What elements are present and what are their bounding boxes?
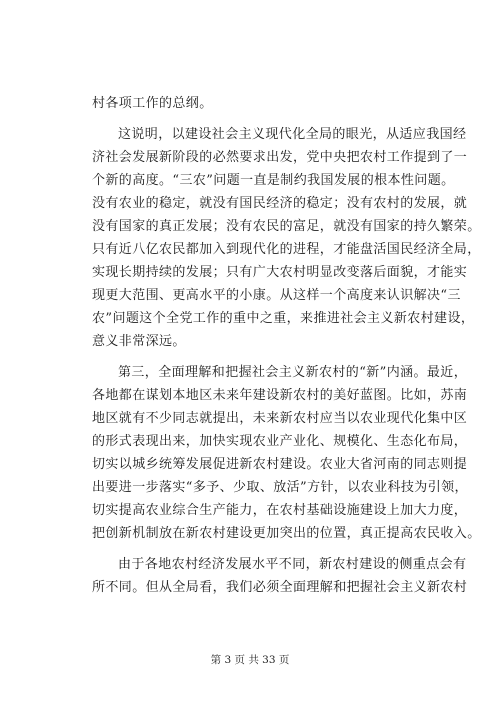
- text-line: 没有农业的稳定，就没有国民经济的稳定；没有农村的发展，就: [92, 196, 468, 211]
- text-line: 这说明，以建设社会主义现代化全局的眼光，从适应我国经: [118, 127, 467, 142]
- text-line: 的形式表现出来，加快实现农业产业化、规模化、生态化布局，: [92, 434, 468, 449]
- text-line: 各地都在谋划本地区未来年建设新农村的美好蓝图。比如，苏南: [92, 388, 468, 403]
- paragraph-continuation: [92, 92, 412, 115]
- text-line: 现更大范围、更高水平的小康。从这样一个高度来认识解决“三: [92, 288, 461, 303]
- text-line: 个新的高度。“三农”问题一直是制约我国发展的根本性问题。: [92, 173, 455, 188]
- paragraph-gap: [92, 545, 412, 553]
- paragraph-significance: [92, 123, 481, 353]
- body-text: [92, 92, 481, 599]
- paragraph-gap: [92, 353, 412, 361]
- text-line: 由于各地农村经济发展水平不同，新农村建设的侧重点会有: [118, 557, 467, 572]
- text-line: 出要进一步落实“多予、少取、放活”方针，以农业科技为引领，: [92, 480, 468, 495]
- page-number-footer: 第 3 页 共 33 页: [210, 654, 290, 666]
- text-line: 只有近八亿农民都加入到现代化的进程，才能盘活国民经济全局，: [92, 242, 481, 257]
- text-line: 地区就有不少同志就提出，未来新农村应当以农业现代化集中区: [92, 411, 468, 426]
- paragraph-gap: [92, 115, 412, 123]
- text-line: 没有国家的真正发展；没有农民的富足，就没有国家的持久繁荣。: [92, 219, 481, 234]
- text-line: 把创新机制放在新农村建设更加突出的位置，真正提高农民收入。: [92, 526, 481, 541]
- text-line: 意义非常深远。: [92, 334, 186, 349]
- text-line: 第三，全面理解和把握社会主义新农村的“新”内涵。最近，: [118, 365, 468, 380]
- paragraph-regional-differences: [92, 553, 468, 599]
- text-line: 济社会发展新阶段的必然要求出发，党中央把农村工作提到了一: [92, 150, 468, 165]
- text-line: 村各项工作的总纲。: [92, 96, 213, 111]
- text-line: 切实以城乡统筹发展促进新农村建设。农业大省河南的同志则提: [92, 457, 468, 472]
- text-line: 切实提高农业综合生产能力，在农村基础设施建设上加大力度，: [92, 503, 468, 518]
- text-line: 农”问题这个全党工作的重中之重，来推进社会主义新农村建设，: [92, 311, 475, 326]
- text-line: 所不同。但从全局看，我们必须全面理解和把握社会主义新农村: [92, 580, 468, 595]
- paragraph-third-point: [92, 361, 481, 545]
- text-line: 实现长期持续的发展；只有广大农村明显改变落后面貌，才能实: [92, 265, 468, 280]
